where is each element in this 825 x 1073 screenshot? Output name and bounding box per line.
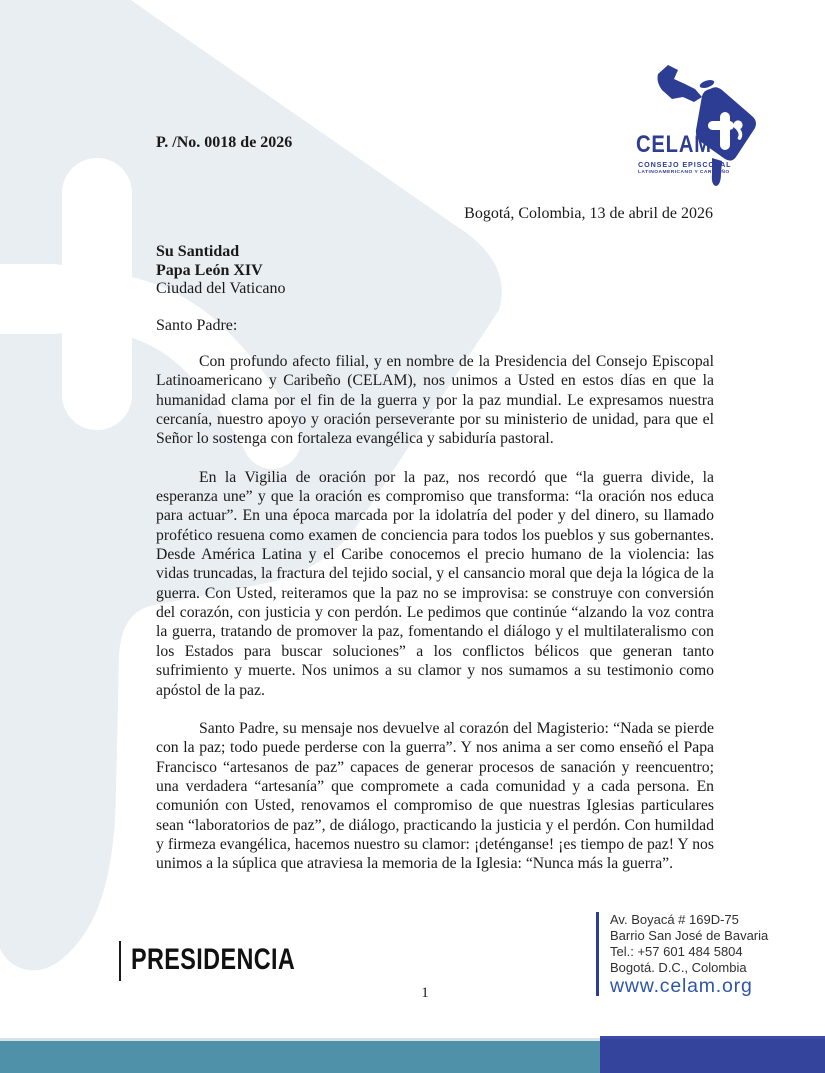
body-paragraph-1: Con profundo afecto filial, y en nombre de la Presidencia del Consejo Episcopal Latinoamericano y Caribeño (CELAM), nos unimos a Usted en estos días en que la humanidad clama por el fin de la guerra y por la paz mundial. Le expresamos nuestra cercanía, nuestro apoyo y oración perseverante por su ministerio de unidad, para que el Señor lo sostenga con fortaleza evangélica y sabiduría pastoral. [156,353,714,448]
celam-logo [628,58,770,192]
footer-blue-bar [600,1039,825,1073]
celam-subtitle-line1: CONSEJO EPISCOPAL [638,160,732,169]
celam-wordmark: CELAM [636,131,712,158]
page-number: 1 [421,985,429,1001]
reference-number: P. /No. 0018 de 2026 [156,134,293,151]
recipient-title: Su Santidad [156,243,240,260]
website-link[interactable]: www.celam.org [610,975,753,997]
letter-body [156,352,714,893]
celam-subtitle-line2: LATINOAMERICANO Y CARIBEÑO [638,170,730,175]
body-paragraph-3: Santo Padre, su mensaje nos devuelve al corazón del Magisterio: “Nada se pierde con la paz; todo puede perderse con la guerra”. Y nos anima a ser como enseñó el Papa Francisco “artesanos de paz” capaces de generar procesos de sanación y reencuentro; una verdadera “artesanía” que compromete a cada comunidad y a cada persona. En comunión con Usted, renovamos el compromiso de que nuestras Iglesias particulares sean “laboratorios de paz”, de diálogo, practicando la justicia y el perdón. Con humildad y firmeza evangélica, hacemos nuestro su clamor: ¡deténganse! ¡es tiempo de paz! Y nos unimos a la súplica que atraviesa la memoria de la Iglesia: “Nunca más la guerra”. [156,719,714,873]
recipient-name: Papa León XIV [156,261,263,279]
address-street: Av. Boyacá # 169D-75 [610,912,739,927]
address-neighborhood: Barrio San José de Bavaria [610,928,769,943]
salutation: Santo Padre: [156,317,238,334]
dateline: Bogotá, Colombia, 13 de abril de 2026 [464,205,713,222]
address-phone: Tel.: +57 601 484 5804 [610,944,743,959]
contact-block [596,912,768,996]
body-paragraph-2: En la Vigilia de oración por la paz, nos recordó que “la guerra divide, la esperanza une” y que la oración es compromiso que transforma: “la oración nos educa para actuar”. En una época marcada por la idolatría del poder y del dinero, su llamado profético resuena como examen de conciencia para todos los pueblos y sus gobernantes. Desde América Latina y el Caribe conocemos el precio humano de la violencia: las vidas truncadas, la fractura del tejido social, y el cansancio moral que deja la lógica de la guerra. Con Usted, reiteramos que la paz no se improvisa: se construye con conversión del corazón, con justicia y con perdón. Le pedimos que continúe “alzando la voz contra la guerra, tratando de promover la paz, fomentando el diálogo y el multilateralismo con los Estados para buscar soluciones” a los conflictos bélicos que generan tanto sufrimiento y muerte. Nos unimos a su clamor y nos sumamos a su testimonio como apóstol de la paz. [156,468,714,699]
recipient-city: Ciudad del Vaticano [156,280,286,298]
recipient-block [156,243,285,299]
presidencia-label: PRESIDENCIA [131,943,296,976]
address-city: Bogotá. D.C., Colombia [610,960,747,975]
presidencia-rule [119,941,121,981]
footer-teal-bar [0,1041,600,1073]
